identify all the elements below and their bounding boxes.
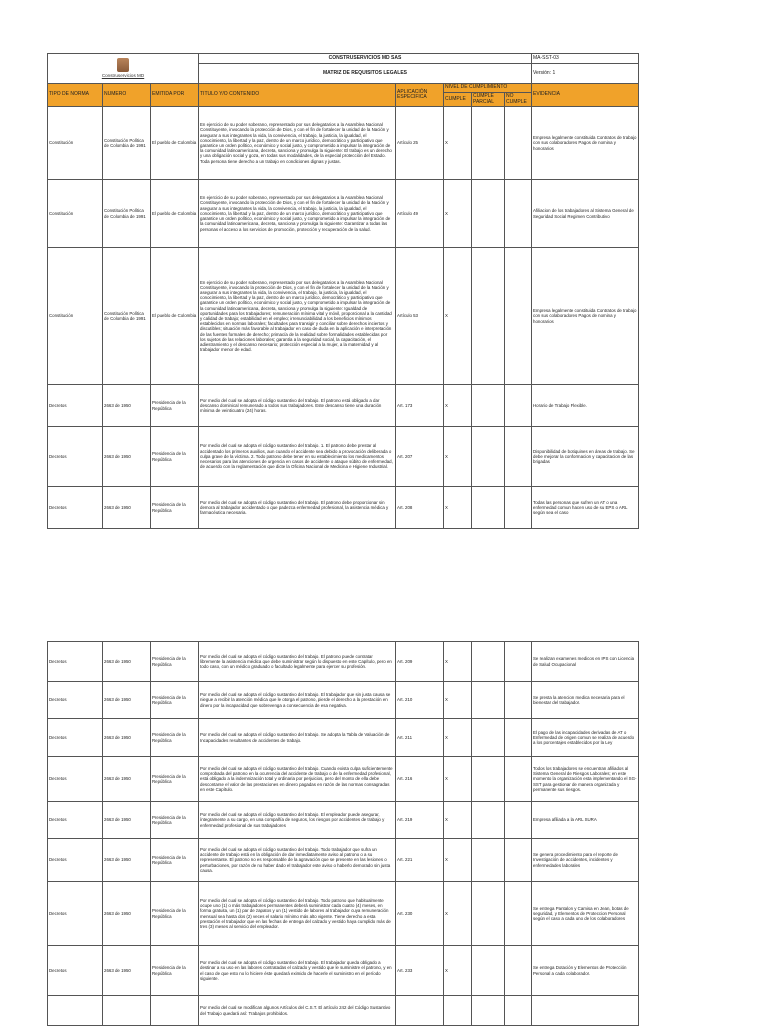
tipo-cell: Decretos: [48, 427, 103, 487]
evidencia-cell: Disponibilidad de botiquines en áreas de trabajo. Se debe mejorar la conformacion y capacitacion de las brigadas: [532, 427, 639, 487]
parcial-cell: [472, 719, 505, 757]
emitida-cell: Presidencia de la República: [151, 719, 199, 757]
evidencia-cell: Se entrega Dotación y Elementos de Protección Personal a cada colaborador.: [532, 946, 639, 996]
nocumple-cell: [505, 946, 532, 996]
evidencia-cell: Todos los trabajadores se encuentran afiliados al Sistema General de Riesgos Laborales; en este momento la organización esta implementando el SG-SST para gestionar de manera organizada y permanente sus riesgos.: [532, 757, 639, 802]
evidencia-cell: El pago de las incapacidades derivadas de AT o Enfermedad de origen comun se realiza de acuerdo a los porcentajes establecidos por la Ley: [532, 719, 639, 757]
table-row: [48, 802, 639, 839]
logo-caption[interactable]: Construservicios MD: [101, 73, 145, 79]
parcial-cell: [472, 487, 505, 529]
numero-cell: 2663 de 1950: [103, 642, 151, 682]
emitida-cell: Presidencia de la República: [151, 385, 199, 427]
aplicacion-cell: Art. 210: [396, 682, 444, 719]
tipo-cell: Decretos: [48, 802, 103, 839]
numero-cell: Constitución Política de Colombia de 1991: [103, 248, 151, 385]
aplicacion-cell: Art. 173: [396, 385, 444, 427]
company-logo: [117, 58, 129, 72]
contenido-cell: Por medio del cual se adopta el código sustantivo del trabajo. El empleador puede asegurar, íntegramente a su cargo, en una compañía de seguros, los riesgos por accidentes de trabajo y enfermedad profesional de sus trabajadores: [199, 802, 396, 839]
table-row: [48, 757, 639, 802]
cumple-cell: X: [444, 682, 472, 719]
parcial-cell: [472, 180, 505, 248]
evidencia-cell: Afiliacion de los trabajadores al Sistema General de Seguridad Social Regimen Contributivo: [532, 180, 639, 248]
parcial-cell: [472, 839, 505, 882]
contenido-cell: Por medio del cual se adopta el código sustantivo del trabajo. El trabajador que sin justa causa se niegue a recibir la atención médica que le otorga el patrono, pierde el derecho a la prestación en dinero por la incapacidad que sobrevenga a consecuencia de esa negativa.: [199, 682, 396, 719]
cumple-cell: X: [444, 757, 472, 802]
emitida-cell: Presidencia de la República: [151, 839, 199, 882]
cumple-cell: X: [444, 487, 472, 529]
parcial-cell: [472, 682, 505, 719]
tipo-cell: Decretos: [48, 839, 103, 882]
nocumple-cell: [505, 882, 532, 946]
numero-cell: [103, 996, 151, 1026]
evidencia-cell: Todas las personas que sufren un AT o una enfermedad comun hacen uso de su EPS o ARL según sea el caso: [532, 487, 639, 529]
nocumple-cell: [505, 839, 532, 882]
nocumple-cell: [505, 802, 532, 839]
nocumple-cell: [505, 757, 532, 802]
cumple-cell: X: [444, 946, 472, 996]
table-row: [48, 107, 639, 180]
table-row: [48, 385, 639, 427]
aplicacion-cell: Art. 209: [396, 642, 444, 682]
col-nivel: NIVEL DE CUMPLIMIENTO: [444, 84, 532, 93]
col-parcial: CUMPLE PARCIAL: [472, 93, 505, 107]
parcial-cell: [472, 107, 505, 180]
numero-cell: Constitución Política de Colombia de 1991: [103, 180, 151, 248]
cumple-cell: X: [444, 427, 472, 487]
col-tipo: TIPO DE NORMA: [48, 84, 103, 107]
emitida-cell: El pueblo de Colombia: [151, 248, 199, 385]
contenido-cell: Por medio del cual se adopta el código sustantivo del trabajo. Cuando exista culpa suficientemente comprobada del patrono en la ocurrencia del accidente de trabajo o de la enfermedad profesional, está obligado a la indemnización total y ordinaria por perjuicios, pero del monto de ella debe descontarse el valor de las prestaciones en dinero pagadas en razón de las normas consagradas en este Capítulo.: [199, 757, 396, 802]
evidencia-cell: Se realizan examenes medicos en IPS con Licencia de Salud Ocupacional: [532, 642, 639, 682]
tipo-cell: Decretos: [48, 719, 103, 757]
aplicacion-cell: Art. 216: [396, 757, 444, 802]
tipo-cell: Constitución: [48, 107, 103, 180]
table-row: [48, 487, 639, 529]
tipo-cell: Decretos: [48, 946, 103, 996]
nocumple-cell: [505, 107, 532, 180]
doc-version: Versión: 1: [532, 64, 639, 84]
nocumple-cell: [505, 642, 532, 682]
contenido-cell: Por medio del cual se modifican algunos Artículos del C.S.T. El artículo 242 del Código Sustantivo del Trabajo quedará así: Trabajos prohibidos.: [199, 996, 396, 1026]
aplicacion-cell: Art. 219: [396, 802, 444, 839]
emitida-cell: El pueblo de Colombia: [151, 180, 199, 248]
table-row: [48, 719, 639, 757]
col-aplicacion: APLICACIÓN ESPECIFICA: [396, 84, 444, 107]
cumple-cell: X: [444, 180, 472, 248]
tipo-cell: Decretos: [48, 882, 103, 946]
col-cumple: CUMPLE: [444, 93, 472, 107]
table-row: [48, 839, 639, 882]
parcial-cell: [472, 996, 505, 1026]
contenido-cell: Por medio del cual se adopta el código sustantivo del trabajo. Todo patrono que habitualmente ocupe uno (1) o más trabajadores permanentes deberá suministrar cada cuatro (4) meses, en forma gratuita, un (1) par de zapatos y un (1) vestido de labores al trabajador cuya remuneración mensual sea hasta dos (2) veces el salario mínimo más alto vigente. Tiene derecho a esta prestación el trabajador que en las fechas de entrega del calzado y vestido haya cumplido más de tres (3) meses al servicio del empleador.: [199, 882, 396, 946]
evidencia-cell: Se entrega Pantalon y Camisa en Jean, botas de seguridad, y Elementos de Proteccion Personal según el caso a cada uno de los colaboradores: [532, 882, 639, 946]
table-row: [48, 427, 639, 487]
aplicacion-cell: Art. 221: [396, 839, 444, 882]
parcial-cell: [472, 882, 505, 946]
table-row: [48, 642, 639, 682]
emitida-cell: El pueblo de Colombia: [151, 107, 199, 180]
emitida-cell: Presidencia de la República: [151, 882, 199, 946]
evidencia-cell: Se presta la atencion medica necesaria para el bienestar del trabajador.: [532, 682, 639, 719]
col-titulo: TITULO Y/O CONTENIDO: [199, 84, 396, 107]
tipo-cell: Decretos: [48, 487, 103, 529]
contenido-cell: Por medio del cual se adopta el código sustantivo del trabajo. Se adopta la Tabla de Valuación de Incapacidades resultantes de accidentes de trabajo.: [199, 719, 396, 757]
contenido-cell: Por medio del cual se adopta el código sustantivo del trabajo. El patrono debe proporcionar sin demora al trabajador accidentado o que padezca enfermedad profesional, la asistencia médica y farmacéutica necesaria.: [199, 487, 396, 529]
parcial-cell: [472, 248, 505, 385]
evidencia-cell: Empresa legalmente constituida Contratos de trabajo con sus colaboradores Pagos de nomina y honorarios: [532, 248, 639, 385]
cumple-cell: X: [444, 107, 472, 180]
numero-cell: 2663 de 1950: [103, 946, 151, 996]
table-row: [48, 248, 639, 385]
nocumple-cell: [505, 248, 532, 385]
tipo-cell: Decretos: [48, 385, 103, 427]
col-nocumple: NO CUMPLE: [505, 93, 532, 107]
col-evidencia: EVIDENCIA: [532, 84, 639, 107]
col-emitida: EMITIDA POR: [151, 84, 199, 107]
tipo-cell: [48, 996, 103, 1026]
legal-matrix-table-2: [47, 641, 639, 1026]
parcial-cell: [472, 385, 505, 427]
table-row: [48, 682, 639, 719]
numero-cell: 2663 de 1950: [103, 427, 151, 487]
tipo-cell: Decretos: [48, 682, 103, 719]
cumple-cell: X: [444, 882, 472, 946]
nocumple-cell: [505, 385, 532, 427]
aplicacion-cell: Art. 233: [396, 946, 444, 996]
emitida-cell: Presidencia de la República: [151, 427, 199, 487]
table-row: [48, 882, 639, 946]
table-row: [48, 946, 639, 996]
emitida-cell: [151, 996, 199, 1026]
cumple-cell: X: [444, 385, 472, 427]
aplicacion-cell: [396, 996, 444, 1026]
aplicacion-cell: Artículo 25: [396, 107, 444, 180]
contenido-cell: Por medio del cual se adopta el código sustantivo del trabajo. 1. El patrono debe prestar al accidentado los primeros auxilios, aun cuando el accidente sea debido a provocación deliberada o culpa grave de la víctima. 2. Todo patrono debe tener en su establecimiento los medicamentos necesarios para las atenciones de urgencia en casos de accidente o ataque súbito de enfermedad, de acuerdo con la reglamentación que dicte la Oficina Nacional de Medicina e Higiene Industrial.: [199, 427, 396, 487]
contenido-cell: Por medio del cual se adopta el código sustantivo del trabajo. El patrono puede contratar libremente la asistencia médica que debe suministrar según lo dispuesto en este Capítulo, pero en todo caso, con un médico graduado o facultado legalmente para ejercer su profesión.: [199, 642, 396, 682]
parcial-cell: [472, 642, 505, 682]
parcial-cell: [472, 757, 505, 802]
numero-cell: 2663 de 1950: [103, 757, 151, 802]
evidencia-cell: Empresa afiliada a la ARL SURA: [532, 802, 639, 839]
aplicacion-cell: Art. 208: [396, 487, 444, 529]
table-row: [48, 996, 639, 1026]
contenido-cell: En ejercicio de su poder soberano, representado por sus delegatarios a la Asamblea Nacional Constituyente, invocando la protección de Dios, y con el fin de fortalecer la unidad de la Nación y asegurar a sus integrantes la vida, la convivencia, el trabajo, la justicia, la igualdad, el conocimiento, la libertad y la paz, dentro de un marco jurídico, democrático y participativo que garantice un orden político, económico y social justo, y comprometido a impulsar la integración de la comunidad latinoamericana, decreta, sanciona y promulga la siguiente: Garantizar a todas las personas el acceso a los servicios de promoción, protección y recuperación de la salud.: [199, 180, 396, 248]
nocumple-cell: [505, 180, 532, 248]
emitida-cell: Presidencia de la República: [151, 642, 199, 682]
emitida-cell: Presidencia de la República: [151, 802, 199, 839]
cumple-cell: X: [444, 642, 472, 682]
aplicacion-cell: Art. 207: [396, 427, 444, 487]
emitida-cell: Presidencia de la República: [151, 946, 199, 996]
contenido-cell: Por medio del cual se adopta el código sustantivo del trabajo. El trabajador queda obligado a destinar a su uso en las labores contratadas el calzado y vestido que le suministre el patrono, y en el caso de que esto no lo hiciere éste quedará eximido de hacerle el suministro en el período siguiente.: [199, 946, 396, 996]
tipo-cell: Constitución: [48, 180, 103, 248]
doc-code: MA-SST-03: [532, 54, 639, 64]
nocumple-cell: [505, 487, 532, 529]
tipo-cell: Constitución: [48, 248, 103, 385]
nocumple-cell: [505, 996, 532, 1026]
numero-cell: 2663 de 1950: [103, 882, 151, 946]
cumple-cell: [444, 996, 472, 1026]
emitida-cell: Presidencia de la República: [151, 682, 199, 719]
emitida-cell: Presidencia de la República: [151, 757, 199, 802]
parcial-cell: [472, 802, 505, 839]
doc-title: MATRIZ DE REQUISITOS LEGALES: [199, 64, 532, 84]
nocumple-cell: [505, 682, 532, 719]
aplicacion-cell: Artículo 53: [396, 248, 444, 385]
tipo-cell: Decretos: [48, 642, 103, 682]
evidencia-cell: Se genera procedimiento para el reporte de Investigación de accidentes, incidentes y enfermedades laborales: [532, 839, 639, 882]
logo-cell: [48, 54, 199, 84]
cumple-cell: X: [444, 719, 472, 757]
numero-cell: 2663 de 1950: [103, 385, 151, 427]
numero-cell: Constitución Política de Colombia de 1991: [103, 107, 151, 180]
numero-cell: 2663 de 1950: [103, 719, 151, 757]
contenido-cell: Por medio del cual se adopta el código sustantivo del trabajo. El patrono está obligado a dar descanso dominical remunerado a todos sus trabajadores. Este descanso tiene una duración mínima de veinticuatro (24) horas.: [199, 385, 396, 427]
nocumple-cell: [505, 427, 532, 487]
col-numero: NUMERO: [103, 84, 151, 107]
parcial-cell: [472, 427, 505, 487]
evidencia-cell: [532, 996, 639, 1026]
aplicacion-cell: Art. 230: [396, 882, 444, 946]
numero-cell: 2663 de 1950: [103, 682, 151, 719]
cumple-cell: X: [444, 802, 472, 839]
contenido-cell: En ejercicio de su poder soberano, representado por sus delegatarios a la Asamblea Nacional Constituyente, invocando la protección de Dios, y con el fin de fortalecer la unidad de la Nación y asegurar a sus integrantes la vida, la convivencia, el trabajo, la justicia, la igualdad, el conocimiento, la libertad y la paz, dentro de un marco jurídico, democrático y participativo que garantice un orden político, económico y social justo, y comprometido a impulsar la integración de la comunidad latinoamericana, decreta, sanciona y promulga la siguiente: El trabajo es un derecho y una obligación social y goza, en todas sus modalidades, de la especial protección del Estado. Toda persona tiene derecho a un trabajo en condiciones dignas y justas.: [199, 107, 396, 180]
contenido-cell: Por medio del cual se adopta el código sustantivo del trabajo. Todo trabajador que sufra un accidente de trabajo está en la obligación de dar inmediatamente aviso al patrono o a su representante. El patrono no es responsable de la agravación que se presente en las lesiones o perturbaciones, por razón de no haber dado el trabajador este aviso o haberlo demorado sin justa causa.: [199, 839, 396, 882]
nocumple-cell: [505, 719, 532, 757]
aplicacion-cell: Artículo 49: [396, 180, 444, 248]
cumple-cell: X: [444, 248, 472, 385]
parcial-cell: [472, 946, 505, 996]
legal-matrix-table-1: [47, 53, 639, 529]
aplicacion-cell: Art. 211: [396, 719, 444, 757]
evidencia-cell: Empresa legalmente constituida Contratos de trabajo con sus colaboradores Pagos de nomina y honorarios: [532, 107, 639, 180]
company-name: CONSTRUSERVICIOS MD SAS: [199, 54, 532, 64]
tipo-cell: Decretos: [48, 757, 103, 802]
cumple-cell: X: [444, 839, 472, 882]
table-row: [48, 180, 639, 248]
evidencia-cell: Horario de Trabajo Flexible.: [532, 385, 639, 427]
emitida-cell: Presidencia de la República: [151, 487, 199, 529]
numero-cell: 2663 de 1950: [103, 487, 151, 529]
numero-cell: 2663 de 1950: [103, 839, 151, 882]
numero-cell: 2663 de 1950: [103, 802, 151, 839]
contenido-cell: En ejercicio de su poder soberano, representado por sus delegatarios a la Asamblea Nacional Constituyente, invocando la protección de Dios, y con el fin de fortalecer la unidad de la Nación y asegurar a sus integrantes la vida, la convivencia, el trabajo, la justicia, la igualdad, el conocimiento, la libertad y la paz, dentro de un marco jurídico, democrático y participativo que garantice un orden político, económico y social justo, y comprometido a impulsar la integración de la comunidad latinoamericana, decreta, sanciona y promulga la siguiente: Igualdad de oportunidades para los trabajadores; remuneración mínima vital y móvil, proporcional a la cantidad y calidad de trabajo; estabilidad en el empleo; irrenunciabilidad a los beneficios mínimos establecidos en normas laborales; facultades para transigir y conciliar sobre derechos inciertos y discutibles; situación más favorable al trabajador en caso de duda en la aplicación e interpretación de las fuentes formales de derecho; primacía de la realidad sobre formalidades establecidas por los sujetos de las relaciones laborales; garantía a la seguridad social, la capacitación, el adiestramiento y el descanso necesario; protección especial a la mujer, a la maternidad y al trabajador menor de edad.: [199, 248, 396, 385]
